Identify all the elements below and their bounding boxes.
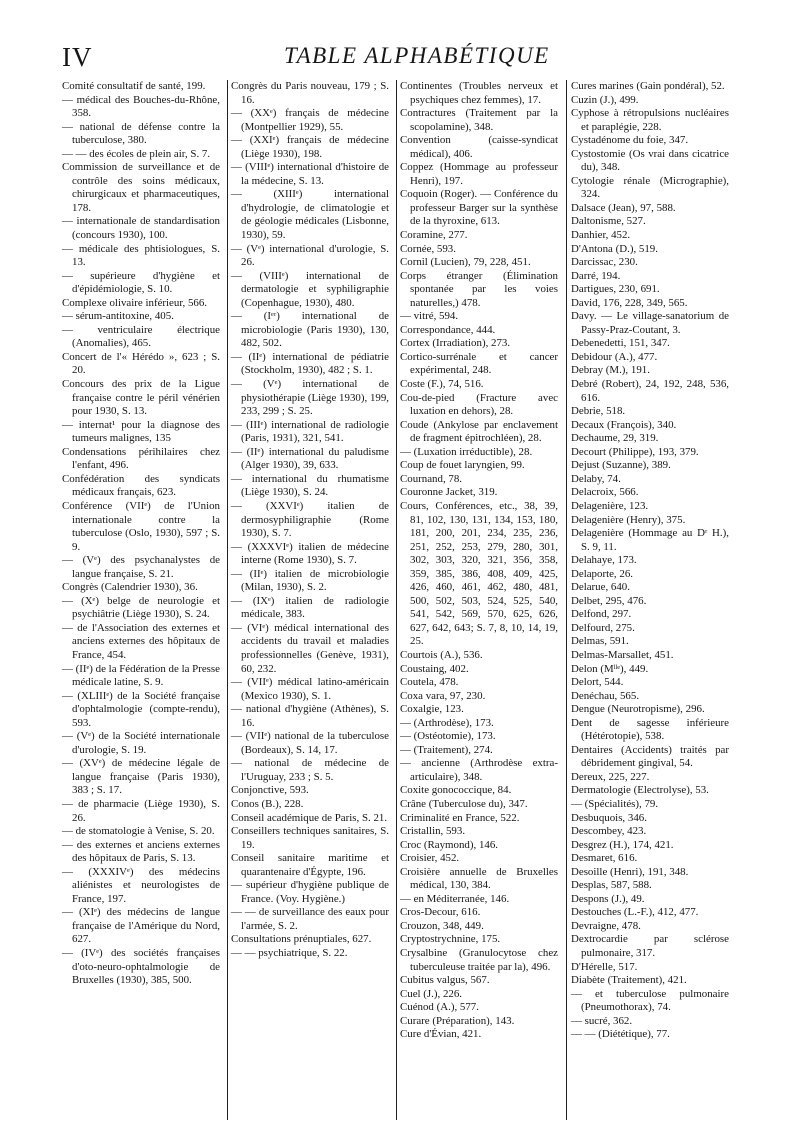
index-entry: Dechaume, 29, 319. — [571, 432, 659, 445]
index-entry: — (XXVIᵉ) italien de dermosyphiligraphie (Rome 1930), S. 7. — [231, 499, 389, 540]
index-entry: Cytologie rénale (Micrographie), 324. — [571, 174, 729, 201]
index-entry: — internat¹ pour la diagnose des tumeurs malignes, 135 — [62, 418, 220, 445]
index-entry: Dartigues, 230, 691. — [571, 283, 660, 296]
index-entry: Despons (J.), 49. — [571, 892, 645, 905]
index-entry: — (VIIIᵉ) international d'histoire de la médecine, S. 13. — [231, 161, 389, 187]
index-entry: Cortico-surrénale et cancer expérimental, 248. — [400, 350, 558, 377]
index-entry: Davy. — Le village-sanatorium de Passy-Praz-Coutant, 3. — [571, 310, 729, 336]
index-entry: Concert de l'« Hérédo », 623 ; S. 20. — [62, 350, 220, 377]
index-entry: — (IIIᵉ) international de radiologie (Paris, 1931), 321, 541. — [231, 418, 389, 445]
index-entry: — (Luxation irréductible), 28. — [400, 445, 533, 458]
index-entry: Coup de fouet laryngien, 99. — [400, 459, 525, 472]
index-entry: Conseil académique de Paris, S. 21. — [231, 811, 388, 824]
index-entry: Cystadénome du foie, 347. — [571, 134, 689, 147]
page-title: TABLE ALPHABÉTIQUE — [284, 43, 550, 68]
index-entry: Cuzin (J.), 499. — [571, 93, 639, 106]
page-number: IV — [62, 42, 93, 72]
index-entry: Diabète (Traitement), 421. — [571, 974, 687, 987]
index-entry: Delagenière (Hommage au Dʳ H.), S. 9, 11. — [571, 527, 729, 553]
index-entry: Delarue, 640. — [571, 581, 630, 594]
index-entry: Dalsace (Jean), 97, 588. — [571, 201, 676, 214]
index-entry: Crysalbine (Granulocytose chez tuberculeuse traitée par la), 496. — [400, 947, 558, 973]
index-entry: Cuel (J.), 226. — [400, 987, 463, 1000]
index-entry: Delaby, 74. — [571, 472, 621, 485]
index-entry: Confédération des syndicats médicaux français, 623. — [62, 472, 220, 499]
index-entry: — sérum-antitoxine, 405. — [62, 310, 174, 323]
index-entry: — (IIᵉ) italien de microbiologie (Milan, 1930), S. 2. — [231, 567, 389, 594]
column-divider — [396, 80, 397, 1120]
index-entry: Cure d'Évian, 421. — [400, 1028, 482, 1041]
column-divider — [566, 80, 567, 1120]
index-entry: Destouches (L.-F.), 412, 477. — [571, 906, 699, 919]
index-entry: — — de surveillance des eaux pour l'armée, S. 2. — [231, 906, 389, 932]
index-entry: Decourt (Philippe), 193, 379. — [571, 445, 699, 458]
index-entry: — national d'hygiène (Athènes), S. 16. — [231, 703, 389, 729]
index-column-2 — [231, 80, 389, 1130]
index-entry: — sucré, 362. — [571, 1014, 633, 1027]
index-entry: Dermatologie (Electrolyse), 53. — [571, 784, 709, 797]
index-entry: Debré (Robert), 24, 192, 248, 536, 616. — [571, 378, 729, 404]
index-entry: Coxalgie, 123. — [400, 703, 464, 716]
index-entry: Delfond, 297. — [571, 608, 632, 621]
index-entry: Delagenière, 123. — [571, 499, 649, 512]
index-entry: — de pharmacie (Liège 1930), S. 26. — [62, 797, 220, 824]
index-entry: — (Vᵉ) international d'urologie, S. 26. — [231, 242, 389, 269]
index-entry: Delmas-Marsallet, 451. — [571, 648, 674, 661]
index-entry: Couronne Jacket, 319. — [400, 486, 498, 499]
index-entry: Danhier, 452. — [571, 229, 631, 242]
column-divider — [227, 80, 228, 1120]
index-entry: — (XXXIVᵉ) des médecins aliénistes et neurologistes de France, 197. — [62, 865, 220, 905]
index-entry: Comité consultatif de santé, 199. — [62, 80, 206, 92]
index-entry: Coxa vara, 97, 230. — [400, 689, 486, 702]
index-entry: — internationale de standardisation (concours 1930), 100. — [62, 215, 220, 242]
index-entry: Corps étranger (Élimination spontanée par les voies naturelles,) 478. — [400, 269, 558, 309]
index-entry: Conseil sanitaire maritime et quarantenaire d'Égypte, 196. — [231, 852, 389, 878]
index-entry: — (Xᵉ) belge de neurologie et psychiâtrie (Liège 1930), S. 24. — [62, 594, 220, 621]
index-entry: Croc (Raymond), 146. — [400, 838, 498, 851]
index-entry: Crâne (Tuberculose du), 347. — [400, 797, 528, 810]
index-entry: Congrès (Calendrier 1930), 36. — [62, 581, 198, 594]
index-entry: — (Traitement), 274. — [400, 743, 493, 756]
index-entry: Coude (Ankylose par enclavement de fragment épitrochléen), 28. — [400, 418, 558, 445]
index-entry: — (IIᵉ) de la Fédération de la Presse médicale latine, S. 9. — [62, 662, 220, 689]
index-entry: Cou-de-pied (Fracture avec luxation en dehors), 28. — [400, 391, 558, 418]
index-entry: Conos (B.), 228. — [231, 797, 304, 810]
index-entry: Desgrez (H.), 174, 421. — [571, 838, 674, 851]
index-entry: Delbet, 295, 476. — [571, 594, 647, 607]
index-entry: Commission de surveillance et de contrôle des soins médicaux, chirurgicaux et pharmaceutiques, 178. — [62, 161, 220, 214]
index-entry: Debidour (A.), 477. — [571, 350, 658, 363]
index-entry: — (Vᵉ) de la Société internationale d'urologie, S. 19. — [62, 730, 220, 756]
index-entry: — ancienne (Arthrodèse extra-articulaire), 348. — [400, 757, 558, 783]
index-entry: — supérieur d'hygiène publique de France. (Voy. Hygiène.) — [231, 879, 389, 905]
index-entry: — (Ostéotomie), 173. — [400, 730, 496, 743]
index-entry: Congrès du Paris nouveau, 179 ; S. 16. — [231, 80, 389, 106]
index-entry: Darcissac, 230. — [571, 256, 638, 269]
index-entry: — — (Diététique), 77. — [571, 1028, 670, 1041]
index-entry: Cros-Decour, 616. — [400, 906, 481, 919]
index-entry: Desmaret, 616. — [571, 852, 638, 865]
index-entry: Dent de sagesse inférieure (Hétérotopie), 538. — [571, 716, 729, 743]
index-entry: Debray (M.), 191. — [571, 364, 650, 377]
index-entry: — vitré, 594. — [400, 310, 459, 323]
index-entry: — ventriculaire électrique (Anomalies), 465. — [62, 323, 220, 350]
index-entry: Cures marines (Gain pondéral), 52. — [571, 80, 725, 92]
index-entry: Crouzon, 348, 449. — [400, 919, 484, 932]
index-entry: Coutela, 478. — [400, 676, 459, 689]
index-entry: Cours, Conférences, etc., 38, 39, 81, 102, 130, 131, 134, 153, 180, 181, 200, 201, 234, 235, 236, 251, 252, 253, 279, 280, 301, 302, 303, 320, 321, 356, 358, 359, 385, 386, 408, 409, 425, 426, 460, 461, 462, 480, 481, 500, 502, 503, 524, 525, 540, 541, 542, 569, 570, 625, 626, 627, 642, 643; S. 7, 8, 10, 14, 19, 25. — [400, 499, 558, 648]
index-entry: — et tuberculose pulmonaire (Pneumothorax), 74. — [571, 987, 729, 1014]
index-entry: — (XLIIIᵉ) de la Société française d'ophtalmologie (compte-rendu), 593. — [62, 689, 220, 729]
index-column-3 — [400, 80, 558, 1130]
index-entry: — (IXᵉ) italien de radiologie médicale, 383. — [231, 594, 389, 621]
index-entry: Cornée, 593. — [400, 242, 456, 255]
index-columns — [62, 80, 746, 1130]
index-entry: Cournand, 78. — [400, 472, 463, 485]
index-entry: — (IVᵉ) des sociétés françaises d'oto-neuro-ophtalmologie de Bruxelles (1930), 385, 500. — [62, 947, 220, 987]
index-entry: Continentes (Troubles nerveux et psychiques chez femmes), 17. — [400, 80, 558, 106]
index-entry: Dejust (Suzanne), 389. — [571, 459, 671, 472]
page-header — [62, 42, 742, 76]
index-entry: Croisière annuelle de Bruxelles médical, 130, 384. — [400, 865, 558, 892]
index-entry: Desplas, 587, 588. — [571, 879, 652, 892]
index-entry: Desbuquois, 346. — [571, 811, 647, 824]
index-entry: Cryptostrychnine, 175. — [400, 933, 501, 946]
index-column-1 — [62, 80, 220, 1130]
index-entry: Debrie, 518. — [571, 405, 626, 418]
index-entry: — médical des Bouches-du-Rhône, 358. — [62, 93, 220, 120]
index-entry: — — psychiatrique, S. 22. — [231, 947, 348, 959]
index-entry: — (VIIᵉ) médical latino-américain (Mexico 1930), S. 1. — [231, 676, 389, 702]
index-entry: Cornil (Lucien), 79, 228, 451. — [400, 256, 531, 269]
index-entry: Cuénod (A.), 577. — [400, 1001, 479, 1014]
index-entry: — supérieure d'hygiène et d'épidémiologie, S. 10. — [62, 269, 220, 296]
index-entry: — (Iᵉʳ) international de microbiologie (Paris 1930), 130, 482, 502. — [231, 310, 389, 350]
index-entry: Delort, 544. — [571, 676, 624, 689]
index-entry: — (VIIᵉ) national de la tuberculose (Bordeaux), S. 14, 17. — [231, 730, 389, 756]
index-entry: D'Antona (D.), 519. — [571, 242, 658, 255]
index-entry: — (Vᵉ) des psychanalystes de langue française, S. 21. — [62, 554, 220, 580]
index-entry: D'Hérelle, 517. — [571, 960, 638, 973]
index-entry: Consultations prénuptiales, 627. — [231, 933, 372, 946]
index-entry: Coxite gonococcique, 84. — [400, 784, 512, 797]
index-entry: Cubitus valgus, 567. — [400, 974, 490, 987]
index-entry: Croisier, 452. — [400, 852, 460, 865]
index-entry: Darré, 194. — [571, 269, 621, 282]
index-entry: Dentaires (Accidents) traités par débridement gingival, 54. — [571, 743, 729, 770]
index-entry: — (Spécialités), 79. — [571, 797, 659, 810]
index-entry: Conseillers techniques sanitaires, S. 19. — [231, 825, 389, 851]
index-column-4 — [571, 80, 729, 1130]
index-entry: Dextrocardie par sclérose pulmonaire, 317. — [571, 933, 729, 959]
index-entry: Coste (F.), 74, 516. — [400, 378, 484, 391]
index-entry: Delon (Mˡˡᵉ), 449. — [571, 662, 649, 675]
index-entry: — (VIIIᵉ) international de dermatologie et syphiligraphie (Copenhague, 1930), 480. — [231, 269, 389, 309]
index-entry: Coramine, 277. — [400, 229, 468, 242]
index-entry: — national de médecine de l'Uruguay, 233 ; S. 5. — [231, 757, 389, 783]
index-entry: Daltonisme, 527. — [571, 215, 646, 228]
index-entry: Debenedetti, 151, 347. — [571, 337, 670, 350]
index-entry: Cortex (Irradiation), 273. — [400, 337, 511, 350]
index-entry: — en Méditerranée, 146. — [400, 892, 510, 905]
index-entry: — (XVᵉ) de médecine légale de langue française (Paris 1930), 383 ; S. 17. — [62, 757, 220, 797]
index-entry: Dereux, 225, 227. — [571, 770, 650, 783]
index-entry: Coquoin (Roger). — Conférence du professeur Barger sur la synthèse de la thyroxine, 613. — [400, 188, 558, 228]
index-entry: — (IIᵉ) international du paludisme (Alger 1930), 39, 633. — [231, 445, 389, 472]
index-entry: David, 176, 228, 349, 565. — [571, 296, 688, 309]
index-entry: Delahaye, 173. — [571, 554, 637, 567]
index-entry: Cristallin, 593. — [400, 825, 466, 838]
index-entry: Concours des prix de la Ligue française contre le péril vénérien pour 1930, S. 13. — [62, 378, 220, 418]
index-entry: Dengue (Neurotropisme), 296. — [571, 703, 705, 716]
index-entry: Coppez (Hommage au professeur Henri), 197. — [400, 161, 558, 187]
index-entry: Delaporte, 26. — [571, 567, 633, 580]
index-entry: — — des écoles de plein air, S. 7. — [62, 147, 211, 160]
index-entry: — (Arthrodèse), 173. — [400, 716, 494, 729]
index-entry: Decaux (François), 340. — [571, 418, 677, 431]
index-entry: — (XXXVIᵉ) italien de médecine interne (Rome 1930), S. 7. — [231, 540, 389, 567]
index-entry: — (XIIIᵉ) international d'hydrologie, de climatologie et de géologie médicales (Lisbonne, 1930), 59. — [231, 188, 389, 242]
index-entry: — (Vᵉ) international de physiothérapie (Liège 1930), 199, 233, 299 ; S. 25. — [231, 378, 389, 418]
index-entry: Curare (Préparation), 143. — [400, 1014, 515, 1027]
index-entry: — (XXIᵉ) français de médecine (Liège 1930), 198. — [231, 134, 389, 160]
index-entry: — de l'Association des externes et anciens externes des hôpitaux de France, 454. — [62, 621, 220, 661]
index-entry: Courtois (A.), 536. — [400, 648, 483, 661]
index-entry: Complexe olivaire inférieur, 566. — [62, 296, 208, 309]
index-entry: Coustaing, 402. — [400, 662, 469, 675]
index-entry: — international du rhumatisme (Liège 1930), S. 24. — [231, 472, 389, 499]
index-entry: Convention (caisse-syndicat médical), 406. — [400, 134, 558, 160]
index-entry: — médicale des phtisiologues, S. 13. — [62, 242, 220, 269]
index-entry: — des externes et anciens externes des hôpitaux de Paris, S. 13. — [62, 838, 220, 865]
index-entry: Correspondance, 444. — [400, 323, 496, 336]
index-entry: Contractures (Traitement par la scopolamine), 348. — [400, 107, 558, 133]
index-entry: — (VIᵉ) médical international des accidents du travail et maladies professionnelles (Genève, 1931), 60, 232. — [231, 621, 389, 675]
index-entry: — (XXᵉ) français de médecine (Montpellier 1929), 55. — [231, 107, 389, 133]
index-entry: Descombey, 423. — [571, 825, 647, 838]
index-entry: Desoille (Henri), 191, 348. — [571, 865, 689, 878]
index-entry: Delacroix, 566. — [571, 486, 639, 499]
index-entry: Delagenière (Henry), 375. — [571, 513, 686, 526]
index-entry: — (IIᵉ) international de pédiatrie (Stockholm, 1930), 482 ; S. 1. — [231, 350, 389, 377]
index-entry: Criminalité en France, 522. — [400, 811, 520, 824]
index-entry: Delmas, 591. — [571, 635, 629, 648]
index-entry: Cyphose à rétropulsions nucléaires et paraplégie, 228. — [571, 107, 729, 133]
index-entry: — (XIᵉ) des médecins de langue française de l'Amérique du Nord, 627. — [62, 906, 220, 946]
index-entry: Delfourd, 275. — [571, 621, 635, 634]
index-entry: — national de défense contre la tuberculose, 380. — [62, 120, 220, 147]
index-entry: Condensations périhilaires chez l'enfant, 496. — [62, 445, 220, 472]
index-entry: Devraigne, 478. — [571, 919, 641, 932]
index-entry: Denéchau, 565. — [571, 689, 640, 702]
index-entry: Conjonctive, 593. — [231, 784, 309, 797]
index-entry: Cystostomie (Os vrai dans cicatrice du), 348. — [571, 147, 729, 174]
index-entry: Conférence (VIIᵉ) de l'Union internationale contre la tuberculose (Oslo, 1930), 597 ; S. 9. — [62, 499, 220, 553]
index-entry: — de stomatologie à Venise, S. 20. — [62, 825, 215, 838]
